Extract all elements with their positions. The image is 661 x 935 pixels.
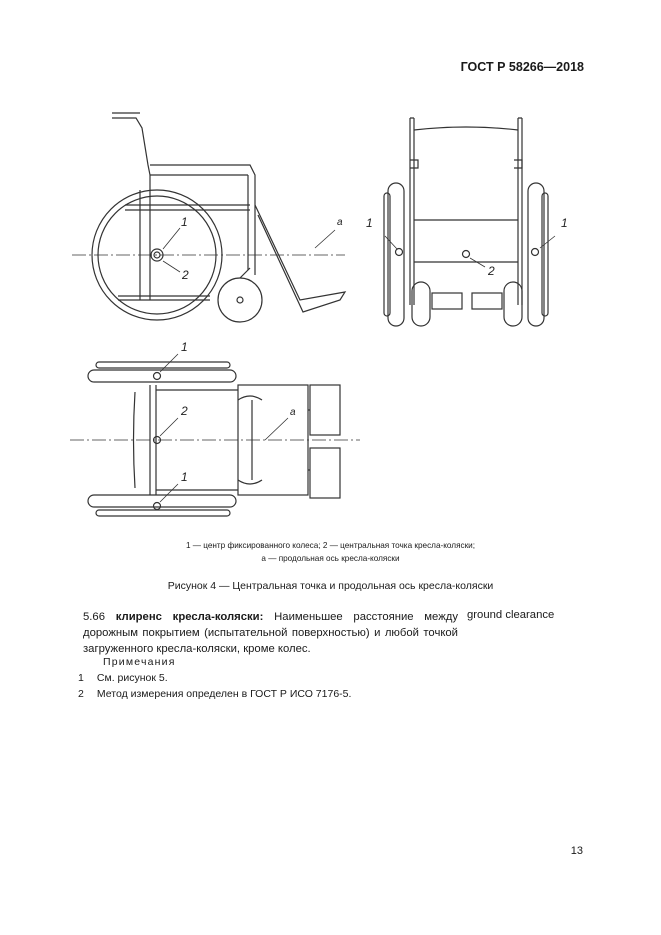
callout-2-front: 2 [488, 264, 495, 278]
term-name: клиренс кресла-коляски: [115, 611, 264, 623]
callout-1-front-right: 1 [561, 216, 568, 230]
callout-2-top: 2 [181, 404, 188, 418]
callout-a-top: a [290, 407, 296, 418]
figure-caption: Рисунок 4 — Центральная точка и продольная ось кресла-коляски [167, 580, 494, 592]
term-number: 5.66 [83, 611, 105, 623]
note-text: См. рисунок 5. [96, 672, 168, 684]
callout-1-top-lower: 1 [181, 470, 188, 484]
note-item [78, 672, 168, 684]
standard-code: ГОСТ Р 58266—2018 [460, 60, 584, 74]
top-view [70, 354, 360, 516]
callout-1-front-left: 1 [366, 216, 373, 230]
note-item [78, 688, 351, 700]
callout-1-side: 1 [181, 215, 188, 229]
term-definition-block [83, 609, 458, 657]
callout-2-side: 2 [182, 268, 189, 282]
page-number: 13 [570, 845, 583, 857]
front-view [384, 118, 555, 326]
note-text: Метод измерения определен в ГОСТ Р ИСО 7176-5. [96, 688, 352, 700]
notes-heading: Примечания [103, 656, 176, 668]
note-number: 1 [78, 672, 84, 684]
figure-legend-line-1: 1 — центр фиксированного колеса; 2 — центральная точка кресла-коляски; [185, 541, 476, 550]
term-english: ground clearance [467, 609, 555, 621]
side-view [72, 113, 345, 322]
note-number: 2 [78, 688, 84, 700]
figure-legend-line-2: a — продольная ось кресла-коляски [261, 554, 400, 563]
callout-a-side: a [337, 217, 343, 228]
term-definition: Наименьшее расстояние между дорожным покрытием (испытательной поверхностью) и любой точкой загруженного кресла-коляски, кроме колес. [83, 611, 459, 655]
callout-1-top-upper: 1 [181, 340, 188, 354]
